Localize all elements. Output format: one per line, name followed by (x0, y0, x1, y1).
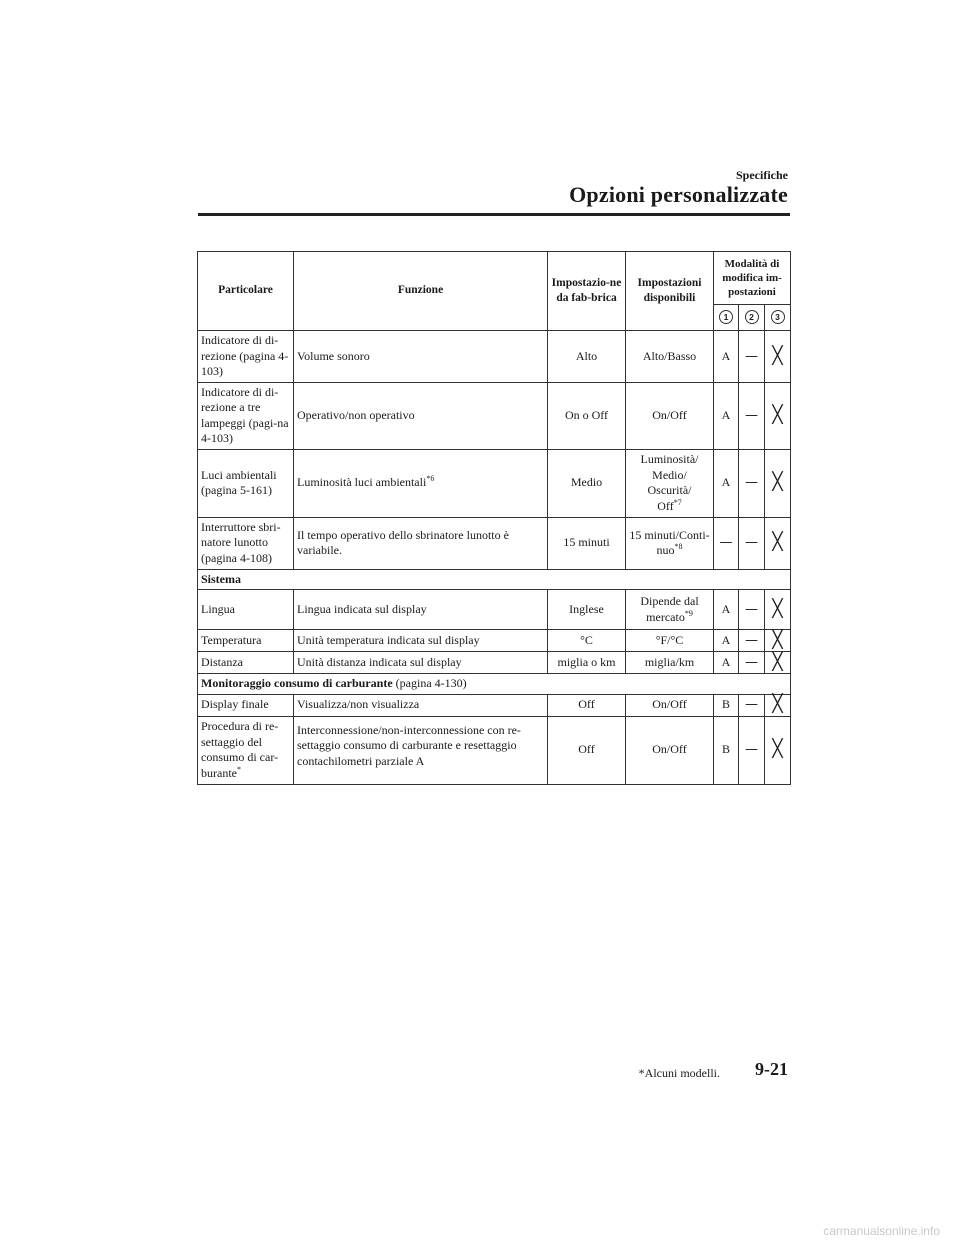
dash-icon: — (739, 449, 765, 517)
footnote-ref: *9 (684, 608, 693, 618)
dash-icon: — (739, 331, 765, 383)
default-cell: Medio (548, 449, 626, 517)
dash-icon: — (714, 517, 739, 569)
dash-icon: — (739, 716, 765, 784)
mode-1-cell: A (714, 449, 739, 517)
function-cell: Visualizza/non visualizza (294, 694, 548, 716)
mode-3-header (765, 305, 791, 331)
cross-icon: ╳ (765, 449, 791, 517)
function-cell: Operativo/non operativo (294, 382, 548, 449)
dash-icon: — (739, 630, 765, 652)
available-line (629, 543, 710, 559)
dash-icon: — (739, 382, 765, 449)
header-rule (198, 213, 790, 216)
function-cell (294, 449, 548, 517)
function-cell: Il tempo operativo dello sbrinatore lunotto è variabile. (294, 517, 548, 569)
function-cell: Unità distanza indicata sul display (294, 652, 548, 674)
available-text: nuo (656, 543, 675, 557)
section-row-fuel (198, 674, 791, 695)
item-cell: Interruttore sbri-natore lunotto (pagina 4-108) (198, 517, 294, 569)
mode-2-header (739, 305, 765, 331)
available-cell: On/Off (626, 716, 714, 784)
footnote-ref: *6 (426, 474, 435, 484)
cross-icon: ╳ (765, 630, 791, 652)
section-row-sistema (198, 569, 791, 590)
table-row (198, 449, 791, 517)
item-cell: Indicatore di di-rezione (pagina 4-103) (198, 331, 294, 383)
footnote: *Alcuni modelli. (638, 1066, 720, 1080)
default-cell: Off (548, 716, 626, 784)
cross-icon: ╳ (765, 652, 791, 674)
item-cell (198, 716, 294, 784)
function-cell: Unità temperatura indicata sul display (294, 630, 548, 652)
watermark: carmanualsonline.info (823, 1224, 940, 1238)
table-row (198, 331, 791, 383)
dash-icon: — (739, 517, 765, 569)
item-cell: Luci ambientali (pagina 5-161) (198, 449, 294, 517)
table-row (198, 652, 791, 674)
mode-1-cell: A (714, 382, 739, 449)
section-heading: Sistema (198, 569, 791, 590)
default-cell: Inglese (548, 590, 626, 630)
circled-2-icon: 2 (745, 310, 759, 324)
page-number: 9-21 (755, 1059, 788, 1079)
cross-icon: ╳ (765, 517, 791, 569)
cross-icon: ╳ (765, 331, 791, 383)
dash-icon: — (739, 590, 765, 630)
mode-1-cell: A (714, 652, 739, 674)
col-header-available: Impostazioni disponibili (626, 252, 714, 331)
function-cell: Interconnessione/non-interconnessione con re-settaggio consumo di carburante e resettaggio contachilometri parziale A (294, 716, 548, 784)
item-cell: Indicatore di di-rezione a tre lampeggi (pagi-na 4-103) (198, 382, 294, 449)
cross-icon: ╳ (765, 382, 791, 449)
mode-1-cell: A (714, 630, 739, 652)
available-cell: Alto/Basso (626, 331, 714, 383)
available-line (629, 499, 710, 515)
section-heading (198, 674, 791, 695)
table-row (198, 630, 791, 652)
dash-icon: — (739, 652, 765, 674)
function-cell: Lingua indicata sul display (294, 590, 548, 630)
default-cell: 15 minuti (548, 517, 626, 569)
available-cell (626, 517, 714, 569)
mode-1-header (714, 305, 739, 331)
footnote-ref: *7 (673, 497, 682, 507)
available-line: Luminosità/ (640, 452, 699, 466)
available-line: Medio/ (652, 467, 687, 482)
table-row (198, 694, 791, 716)
cross-icon: ╳ (765, 590, 791, 630)
cross-icon: ╳ (765, 716, 791, 784)
table-row (198, 517, 791, 569)
available-cell: On/Off (626, 694, 714, 716)
table-row (198, 716, 791, 784)
function-text: Luminosità luci ambientali (297, 475, 427, 490)
footnote-ref: * (236, 764, 241, 774)
available-text: mercato (646, 609, 685, 624)
default-cell: miglia o km (548, 652, 626, 674)
item-cell: Lingua (198, 590, 294, 630)
mode-1-cell: B (714, 694, 739, 716)
col-header-default: Impostazio-ne da fab-brica (548, 252, 626, 331)
available-cell: On/Off (626, 382, 714, 449)
available-cell: miglia/km (626, 652, 714, 674)
item-cell: Display finale (198, 694, 294, 716)
item-cell: Distanza (198, 652, 294, 674)
mode-1-cell: A (714, 331, 739, 383)
default-cell: Alto (548, 331, 626, 383)
available-line (629, 610, 710, 626)
table-row (198, 590, 791, 630)
available-line: Oscurità/ (647, 483, 692, 497)
available-text: Off (657, 498, 674, 513)
table-row (198, 382, 791, 449)
available-line: Dipende dal (640, 594, 699, 608)
mode-1-cell: A (714, 590, 739, 630)
col-header-particolare: Particolare (198, 252, 294, 331)
item-text: Procedura di re-settaggio del consumo di car-burante (201, 719, 279, 780)
default-cell: Off (548, 694, 626, 716)
footnote-ref: *8 (674, 542, 683, 551)
page-title: Opzioni personalizzate (569, 182, 788, 207)
section-heading-text: Monitoraggio consumo di carburante (201, 676, 393, 690)
circled-3-icon: 3 (771, 310, 785, 324)
settings-table (197, 251, 791, 785)
dash-icon: — (739, 694, 765, 716)
circled-1-icon: 1 (719, 310, 733, 324)
function-cell: Volume sonoro (294, 331, 548, 383)
col-header-mode: Modalità di modifica im-postazioni (714, 252, 791, 305)
cross-icon: ╳ (765, 694, 791, 716)
table-header-row (198, 252, 791, 305)
col-header-funzione: Funzione (294, 252, 548, 331)
mode-1-cell: B (714, 716, 739, 784)
available-cell: °F/°C (626, 630, 714, 652)
default-cell: On o Off (548, 382, 626, 449)
default-cell: °C (548, 630, 626, 652)
available-cell (626, 449, 714, 517)
section-label: Specifiche (736, 168, 788, 182)
available-cell (626, 590, 714, 630)
section-page-ref: (pagina 4-130) (395, 676, 467, 690)
available-line: 15 minuti/Conti- (629, 527, 710, 542)
item-cell: Temperatura (198, 630, 294, 652)
